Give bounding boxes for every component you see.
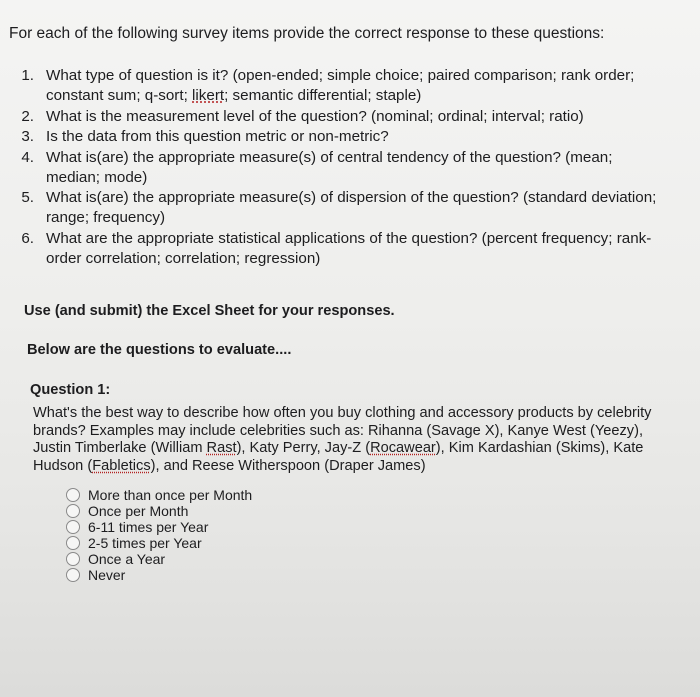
option-label: More than once per Month [88,487,253,503]
answer-options [66,487,252,583]
intro-text: For each of the following survey items provide the correct response to these questions: [9,25,605,42]
question-text [33,405,663,475]
instruction-text: What is the measurement level of the question? (nominal; ordinal; interval; ratio) [46,107,584,125]
option-label: Never [88,567,126,583]
instruction-text: What type of question is it? (open-ended; simple choice; paired comparison; rank order; [46,67,635,84]
instruction-text: What are the appropriate statistical applications of the question? (percent frequency; rank- [46,229,652,247]
question-text-part: ), and Reese Witherspoon (Draper James) [150,457,426,474]
instruction-item-1 [12,66,672,106]
instruction-text: median; mode) [46,168,148,186]
option-never[interactable] [66,567,252,583]
question-text-part: ), Katy Perry, Jay-Z ( [236,440,371,457]
option-6-11-times-per-year[interactable] [66,519,252,535]
instruction-text: order correlation; correlation; regression) [46,249,321,267]
instruction-item-3 [12,127,672,147]
spellcheck-word: Fabletics [92,457,151,474]
question-text-part: What's the best way to describe how often you buy clothing and accessory products by celebrity brands? Examples may include celebrities such as: Rihanna (Savage X), Kanye West (Yeezy), Justin Timberlake (William [33,405,652,457]
instruction-number: 6. [21,229,34,247]
option-label: 2-5 times per Year [88,535,202,551]
instruction-item-2 [12,107,672,127]
instruction-text: constant sum; q-sort; [46,87,193,104]
option-label: Once a Year [88,551,166,567]
spellcheck-word: Rast [206,440,237,457]
instruction-text: Is the data from this question metric or non-metric? [46,128,389,145]
spellcheck-word: Rocawear [370,440,436,457]
excel-note: Use (and submit) the Excel Sheet for your responses. [24,303,395,319]
instruction-text: What is(are) the appropriate measure(s) of dispersion of the question? (standard deviation; [46,189,657,206]
radio-button[interactable] [66,488,80,502]
radio-button[interactable] [66,536,80,550]
instruction-text: range; frequency) [46,209,166,226]
instruction-number: 3. [21,128,34,145]
instruction-item-5 [12,188,672,228]
radio-button[interactable] [66,552,80,566]
option-once-a-year[interactable] [66,551,252,567]
option-label: 6-11 times per Year [88,519,209,535]
instruction-number: 4. [21,148,34,166]
question-text-part: ), Kim Kardashian (Skims), Kate Hudson ( [33,440,644,474]
instruction-item-6 [12,229,672,269]
instruction-number: 1. [21,67,34,84]
radio-button[interactable] [66,520,80,534]
instruction-text: ; semantic differential; staple) [224,87,422,104]
radio-button[interactable] [66,568,80,582]
instruction-list [12,66,672,269]
instruction-number: 5. [21,189,34,206]
instruction-number: 2. [21,107,34,125]
below-note: Below are the questions to evaluate.... [27,342,292,358]
instruction-item-4 [12,148,672,188]
option-once-per-month[interactable] [66,503,252,519]
question-title: Question 1: [30,382,111,398]
option-2-5-times-per-year[interactable] [66,535,252,551]
instruction-text: What is(are) the appropriate measure(s) of central tendency of the question? (mean; [46,148,613,166]
option-more-than-once-per-month[interactable] [66,487,252,503]
option-label: Once per Month [88,503,189,519]
radio-button[interactable] [66,504,80,518]
spellcheck-word: likert [192,87,225,104]
